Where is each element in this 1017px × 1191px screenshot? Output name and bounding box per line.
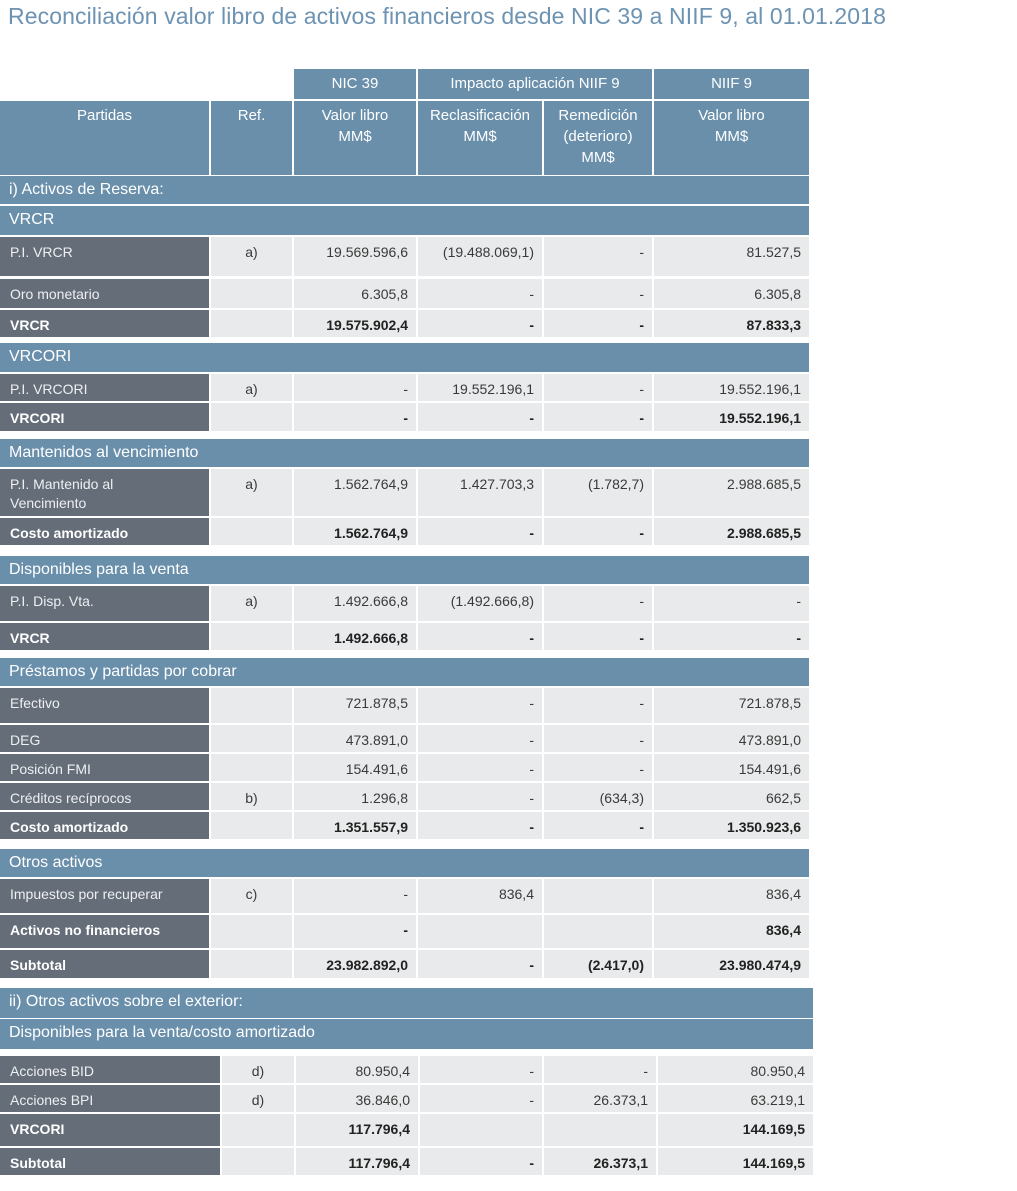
row-8-rem: - xyxy=(544,623,652,650)
row-20-niif: 144.169,5 xyxy=(658,1148,813,1175)
header-niif-valor-libro: Valor libro MM$ xyxy=(654,101,809,175)
section-mantenidos: Mantenidos al vencimiento xyxy=(0,439,809,467)
row-14-label: Impuestos por recuperar xyxy=(0,879,209,913)
row-5-ref: a) xyxy=(211,469,292,516)
row-7-recl: (1.492.666,8) xyxy=(418,586,542,621)
row-0-label: P.I. VRCR xyxy=(0,237,209,276)
header-ref: Ref. xyxy=(211,101,292,175)
row-11-label: Posición FMI xyxy=(0,754,209,781)
row-8-recl: - xyxy=(418,623,542,650)
row-16-label: Subtotal xyxy=(0,950,209,978)
row-14-rem xyxy=(544,879,652,913)
section-vrcr: VRCR xyxy=(0,206,809,235)
header-impacto-niif9: Impacto aplicación NIIF 9 xyxy=(418,69,652,99)
row-11-nic: 154.491,6 xyxy=(294,754,416,781)
row-3-niif: 19.552.196,1 xyxy=(654,374,809,401)
row-5-niif: 2.988.685,5 xyxy=(654,469,809,516)
row-3-recl: 19.552.196,1 xyxy=(418,374,542,401)
row-13-rem: - xyxy=(544,812,652,839)
row-12-niif: 662,5 xyxy=(654,783,809,810)
row-6-niif: 2.988.685,5 xyxy=(654,518,809,545)
row-3-ref: a) xyxy=(211,374,292,401)
row-20-recl: - xyxy=(420,1148,542,1175)
row-11-ref xyxy=(211,754,292,781)
row-5-nic: 1.562.764,9 xyxy=(294,469,416,516)
row-14-recl: 836,4 xyxy=(418,879,542,913)
row-10-label: DEG xyxy=(0,725,209,752)
row-16-ref xyxy=(211,950,292,978)
row-8-niif: - xyxy=(654,623,809,650)
row-9-label: Efectivo xyxy=(0,688,209,723)
row-17-nic: 80.950,4 xyxy=(296,1056,418,1083)
row-18-rem: 26.373,1 xyxy=(544,1085,656,1112)
row-13-recl: - xyxy=(418,812,542,839)
row-20-rem: 26.373,1 xyxy=(544,1148,656,1175)
row-0-rem: - xyxy=(544,237,652,276)
row-1-ref xyxy=(211,279,292,308)
row-17-label: Acciones BID xyxy=(0,1056,220,1083)
row-8-nic: 1.492.666,8 xyxy=(294,623,416,650)
row-13-niif: 1.350.923,6 xyxy=(654,812,809,839)
row-19-niif: 144.169,5 xyxy=(658,1114,813,1146)
row-16-nic: 23.982.892,0 xyxy=(294,950,416,978)
section-s1: i) Activos de Reserva: xyxy=(0,176,809,204)
section-otros: Otros activos xyxy=(0,849,809,877)
row-9-ref xyxy=(211,688,292,723)
section-disponibles: Disponibles para la venta xyxy=(0,556,809,584)
row-2-recl: - xyxy=(418,310,542,337)
row-10-recl: - xyxy=(418,725,542,752)
row-9-rem: - xyxy=(544,688,652,723)
row-8-label: VRCR xyxy=(0,623,209,650)
row-5-recl: 1.427.703,3 xyxy=(418,469,542,516)
row-20-label: Subtotal xyxy=(0,1148,220,1175)
row-10-nic: 473.891,0 xyxy=(294,725,416,752)
row-9-nic: 721.878,5 xyxy=(294,688,416,723)
row-0-ref: a) xyxy=(211,237,292,276)
row-10-niif: 473.891,0 xyxy=(654,725,809,752)
row-8-ref xyxy=(211,623,292,650)
row-13-label: Costo amortizado xyxy=(0,812,209,839)
row-3-rem: - xyxy=(544,374,652,401)
row-17-recl: - xyxy=(420,1056,542,1083)
row-6-label: Costo amortizado xyxy=(0,518,209,545)
row-14-ref: c) xyxy=(211,879,292,913)
row-19-label: VRCORI xyxy=(0,1114,220,1146)
row-11-recl: - xyxy=(418,754,542,781)
row-4-label: VRCORI xyxy=(0,403,209,431)
row-17-ref: d) xyxy=(222,1056,294,1083)
row-4-ref xyxy=(211,403,292,431)
row-4-niif: 19.552.196,1 xyxy=(654,403,809,431)
row-7-ref: a) xyxy=(211,586,292,621)
row-2-rem: - xyxy=(544,310,652,337)
row-0-recl: (19.488.069,1) xyxy=(418,237,542,276)
header-partidas: Partidas xyxy=(0,101,209,175)
row-19-nic: 117.796,4 xyxy=(296,1114,418,1146)
row-16-recl: - xyxy=(418,950,542,978)
row-6-rem: - xyxy=(544,518,652,545)
row-17-rem: - xyxy=(544,1056,656,1083)
header-remedicion: Remedición (deterioro) MM$ xyxy=(544,101,652,175)
row-5-rem: (1.782,7) xyxy=(544,469,652,516)
row-2-label: VRCR xyxy=(0,310,209,337)
row-17-niif: 80.950,4 xyxy=(658,1056,813,1083)
row-16-niif: 23.980.474,9 xyxy=(654,950,809,978)
row-4-rem: - xyxy=(544,403,652,431)
header-niif9: NIIF 9 xyxy=(654,69,809,99)
row-2-ref xyxy=(211,310,292,337)
row-15-nic: - xyxy=(294,915,416,948)
section-disp_costo: Disponibles para la venta/costo amortizado xyxy=(0,1019,813,1049)
row-4-recl: - xyxy=(418,403,542,431)
row-19-ref xyxy=(222,1114,294,1146)
row-10-rem: - xyxy=(544,725,652,752)
row-16-rem: (2.417,0) xyxy=(544,950,652,978)
row-15-rem xyxy=(544,915,652,948)
row-0-niif: 81.527,5 xyxy=(654,237,809,276)
section-vrcori: VRCORI xyxy=(0,343,809,372)
row-7-rem: - xyxy=(544,586,652,621)
row-13-ref xyxy=(211,812,292,839)
row-6-recl: - xyxy=(418,518,542,545)
row-2-niif: 87.833,3 xyxy=(654,310,809,337)
row-14-nic: - xyxy=(294,879,416,913)
row-0-nic: 19.569.596,6 xyxy=(294,237,416,276)
row-15-label: Activos no financieros xyxy=(0,915,209,948)
row-7-label: P.I. Disp. Vta. xyxy=(0,586,209,621)
page-title: Reconciliación valor libro de activos financieros desde NIC 39 a NIIF 9, al 01.01.2018 xyxy=(8,3,886,29)
row-1-recl: - xyxy=(418,279,542,308)
row-2-nic: 19.575.902,4 xyxy=(294,310,416,337)
row-11-niif: 154.491,6 xyxy=(654,754,809,781)
row-15-niif: 836,4 xyxy=(654,915,809,948)
row-15-ref xyxy=(211,915,292,948)
row-3-label: P.I. VRCORI xyxy=(0,374,209,401)
row-7-nic: 1.492.666,8 xyxy=(294,586,416,621)
row-20-ref xyxy=(222,1148,294,1175)
row-12-ref: b) xyxy=(211,783,292,810)
header-reclasificacion: Reclasificación MM$ xyxy=(418,101,542,175)
row-14-niif: 836,4 xyxy=(654,879,809,913)
row-19-recl xyxy=(420,1114,542,1146)
row-12-label: Créditos recíprocos xyxy=(0,783,209,810)
row-7-niif: - xyxy=(654,586,809,621)
row-18-niif: 63.219,1 xyxy=(658,1085,813,1112)
section-prestamos: Préstamos y partidas por cobrar xyxy=(0,658,809,686)
row-13-nic: 1.351.557,9 xyxy=(294,812,416,839)
row-20-nic: 117.796,4 xyxy=(296,1148,418,1175)
row-3-nic: - xyxy=(294,374,416,401)
row-12-rem: (634,3) xyxy=(544,783,652,810)
row-1-rem: - xyxy=(544,279,652,308)
row-12-recl: - xyxy=(418,783,542,810)
row-4-nic: - xyxy=(294,403,416,431)
row-6-nic: 1.562.764,9 xyxy=(294,518,416,545)
row-5-label: P.I. Mantenido al Vencimiento xyxy=(0,469,209,516)
row-19-rem xyxy=(544,1114,656,1146)
section-s2: ii) Otros activos sobre el exterior: xyxy=(0,988,813,1018)
row-1-niif: 6.305,8 xyxy=(654,279,809,308)
row-18-nic: 36.846,0 xyxy=(296,1085,418,1112)
header-nic-valor-libro: Valor libro MM$ xyxy=(294,101,416,175)
header-nic39: NIC 39 xyxy=(294,69,416,99)
row-18-label: Acciones BPI xyxy=(0,1085,220,1112)
row-6-ref xyxy=(211,518,292,545)
row-9-niif: 721.878,5 xyxy=(654,688,809,723)
row-1-label: Oro monetario xyxy=(0,279,209,308)
row-18-ref: d) xyxy=(222,1085,294,1112)
row-10-ref xyxy=(211,725,292,752)
row-11-rem: - xyxy=(544,754,652,781)
row-1-nic: 6.305,8 xyxy=(294,279,416,308)
row-15-recl xyxy=(418,915,542,948)
row-18-recl: - xyxy=(420,1085,542,1112)
row-12-nic: 1.296,8 xyxy=(294,783,416,810)
row-9-recl: - xyxy=(418,688,542,723)
